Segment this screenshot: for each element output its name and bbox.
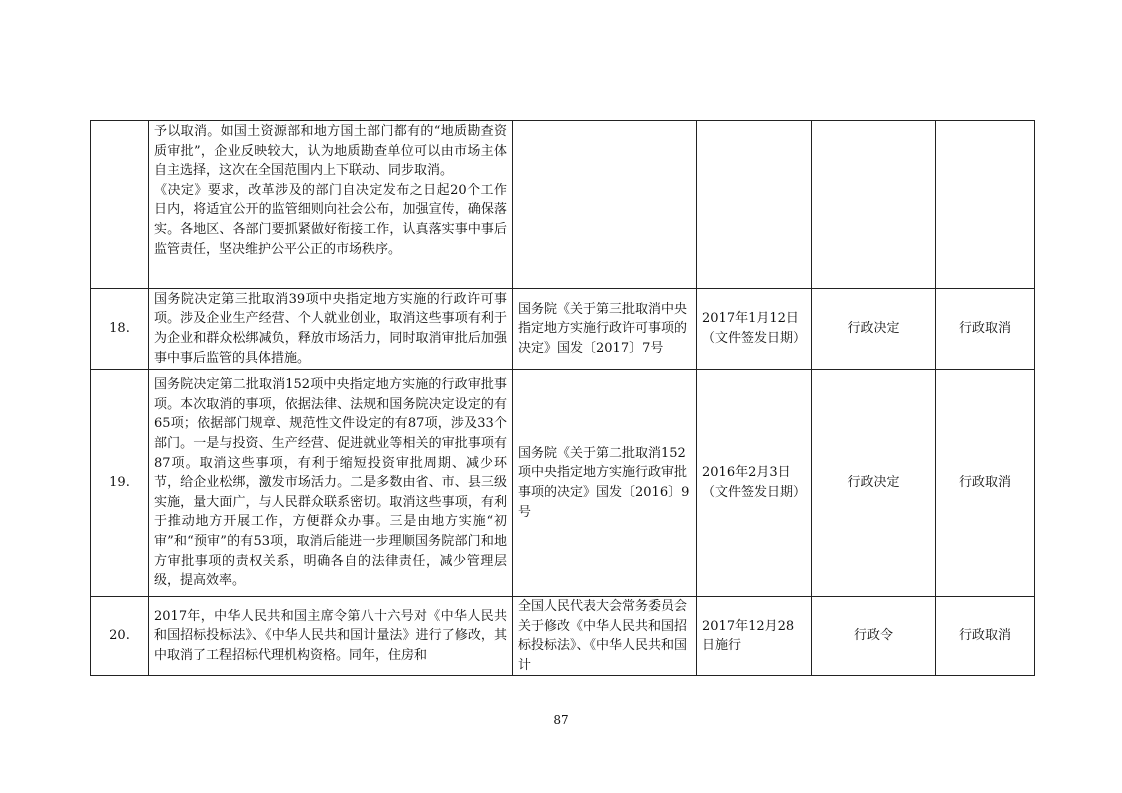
result-cell: 行政取消 bbox=[936, 370, 1035, 597]
table-row bbox=[91, 289, 1035, 370]
description-cell bbox=[149, 370, 513, 597]
description-paragraph: 2017年，中华人民共和国主席令第八十六号对《中华人民共和国招标投标法》、《中华人民共和国计量法》进行了修改，其中取消了工程招标代理机构资格。同年，住房和 bbox=[154, 608, 507, 663]
description-cell bbox=[149, 289, 513, 370]
description-cell bbox=[149, 597, 513, 676]
source-cell bbox=[513, 121, 697, 289]
policy-table bbox=[90, 120, 1035, 676]
source-cell: 国务院《关于第三批取消中央指定地方实施行政许可事项的决定》国发〔2017〕7号 bbox=[513, 289, 697, 370]
type-cell: 行政决定 bbox=[812, 289, 936, 370]
date-cell: 2017年1月12日（文件签发日期） bbox=[697, 289, 812, 370]
row-number: 20. bbox=[91, 597, 149, 676]
date-cell: 2017年12月28日施行 bbox=[697, 597, 812, 676]
row-number bbox=[91, 121, 149, 289]
source-cell: 国务院《关于第二批取消152项中央指定地方实施行政审批事项的决定》国发〔2016〕9号 bbox=[513, 370, 697, 597]
date-cell bbox=[697, 121, 812, 289]
type-cell bbox=[812, 121, 936, 289]
description-cell bbox=[149, 121, 513, 289]
description-paragraph: 国务院决定第二批取消152项中央指定地方实施的行政审批事项。本次取消的事项，依据法律、法规和国务院决定设定的有65项；依据部门规章、规范性文件设定的有87项，涉及33个部门。一是与投资、生产经营、促进就业等相关的审批事项有87项。取消这些事项，有利于缩短投资审批周期、减少环节，给企业松绑，激发市场活力。二是多数由省、市、县三级实施，量大面广，与人民群众联系密切。取消这些事项，有利于推动地方开展工作，方便群众办事。三是由地方实施“初审”和“预审”的有53项，取消后能进一步理顺国务院部门和地方审批事项的责权关系，明确各自的法律责任，减少管理层级，提高效率。 bbox=[154, 377, 507, 589]
row-number: 19. bbox=[91, 370, 149, 597]
description-paragraph: 《决定》要求，改革涉及的部门自决定发布之日起20个工作日内，将适宜公开的监管细则向社会公布，加强宣传，确保落实。各地区、各部门要抓紧做好衔接工作，认真落实事中事后监管责任，坚决维护公平公正的市场秩序。 bbox=[154, 182, 507, 257]
result-cell: 行政取消 bbox=[936, 289, 1035, 370]
table-row bbox=[91, 121, 1035, 289]
result-cell bbox=[936, 121, 1035, 289]
description-paragraph: 予以取消。如国土资源部和地方国土部门都有的“地质勘查资质审批”，企业反映较大，认为地质勘查单位可以由市场主体自主选择，这次在全国范围内上下联动、同步取消。 bbox=[154, 124, 507, 179]
result-cell: 行政取消 bbox=[936, 597, 1035, 676]
table-row bbox=[91, 370, 1035, 597]
source-cell: 全国人民代表大会常务委员会关于修改《中华人民共和国招标投标法》、《中华人民共和国计 bbox=[513, 597, 697, 676]
table-row bbox=[91, 597, 1035, 676]
type-cell: 行政令 bbox=[812, 597, 936, 676]
row-number: 18. bbox=[91, 289, 149, 370]
page-number: 87 bbox=[553, 713, 569, 727]
date-cell: 2016年2月3日（文件签发日期） bbox=[697, 370, 812, 597]
type-cell: 行政决定 bbox=[812, 370, 936, 597]
description-paragraph: 国务院决定第三批取消39项中央指定地方实施的行政许可事项。涉及企业生产经营、个人就业创业，取消这些事项有利于为企业和群众松绑减负，释放市场活力，同时取消审批后加强事中事后监管的具体措施。 bbox=[154, 291, 507, 366]
